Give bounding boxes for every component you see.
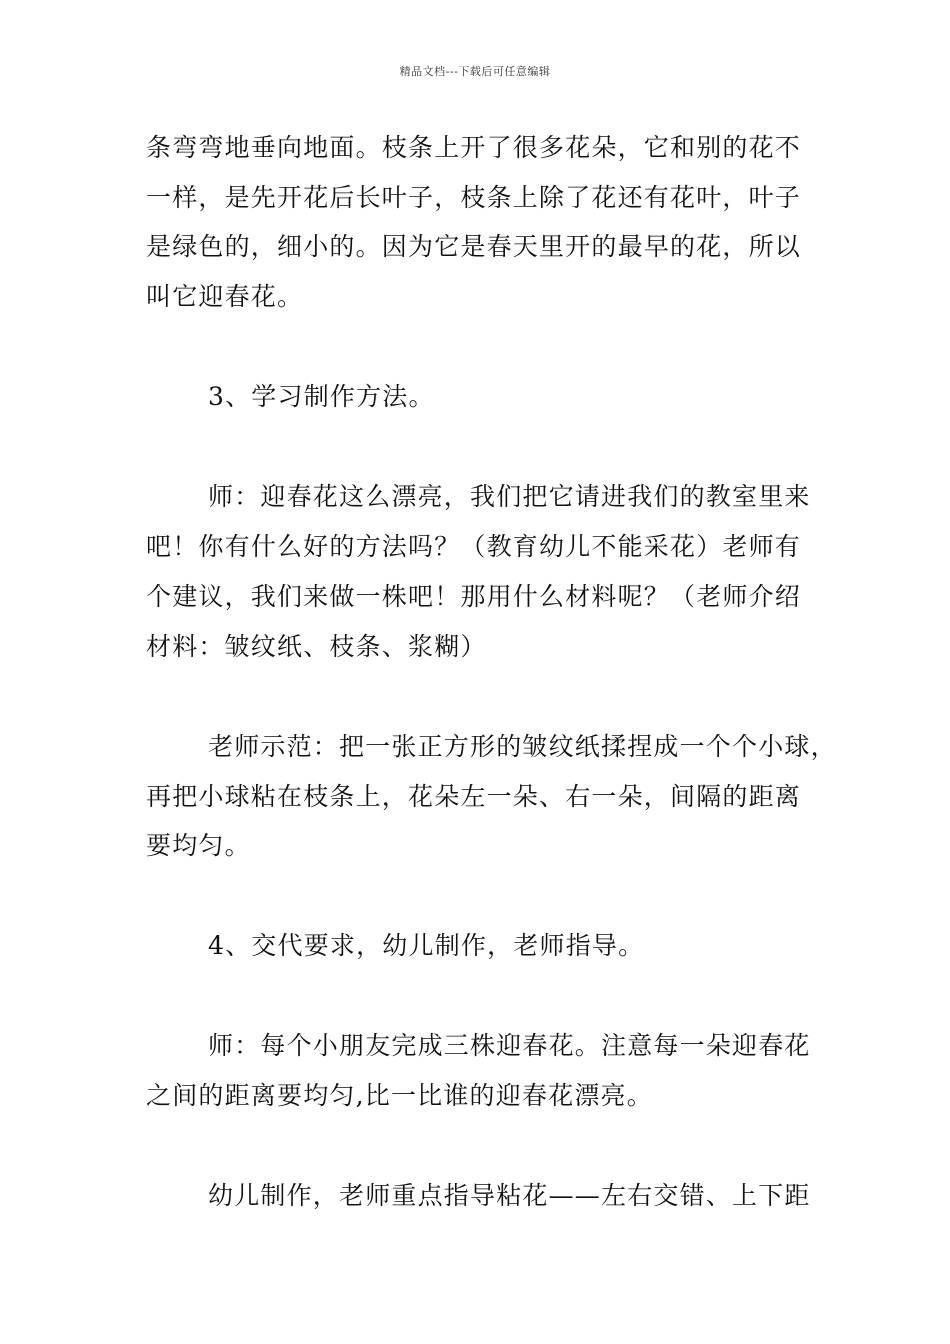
body-line-2: 一样，是先开花后长叶子，枝条上除了花还有花叶，叶子 [146,183,802,212]
body-line-9: 材料：皱纹纸、枝条、浆糊） [146,632,487,661]
body-line-3: 是绿色的，细小的。因为它是春天里开的最早的花，所以 [146,232,802,261]
body-line-11: 再把小球粘在枝条上，花朵左一朵、右一朵，间隔的距离 [146,782,802,811]
body-line-14: 师：每个小朋友完成三株迎春花。注意每一朵迎春花 [208,1031,811,1060]
section-heading-4: 4、交代要求，幼儿制作，老师指导。 [208,931,645,960]
body-line-7: 吧！你有什么好的方法吗？（教育幼儿不能采花）老师有 [146,532,802,561]
body-line-15: 之间的距离要均匀,比一比谁的迎春花漂亮。 [146,1081,653,1110]
body-line-1: 条弯弯地垂向地面。枝条上开了很多花朵，它和别的花不 [146,133,802,162]
body-line-10: 老师示范：把一张正方形的皱纹纸揉捏成一个个小球， [208,732,837,761]
body-line-4: 叫它迎春花。 [146,282,304,311]
body-line-6: 师：迎春花这么漂亮，我们把它请进我们的教室里来 [208,482,811,511]
page-header: 精品文档---下载后可任意编辑 [399,65,551,78]
body-line-12: 要均匀。 [146,831,251,860]
body-line-8: 个建议，我们来做一株吧！那用什么材料呢？（老师介绍 [146,582,802,611]
body-line-16: 幼儿制作，老师重点指导粘花——左右交错、上下距 [208,1181,811,1210]
section-heading-3: 3、学习制作方法。 [208,382,435,411]
